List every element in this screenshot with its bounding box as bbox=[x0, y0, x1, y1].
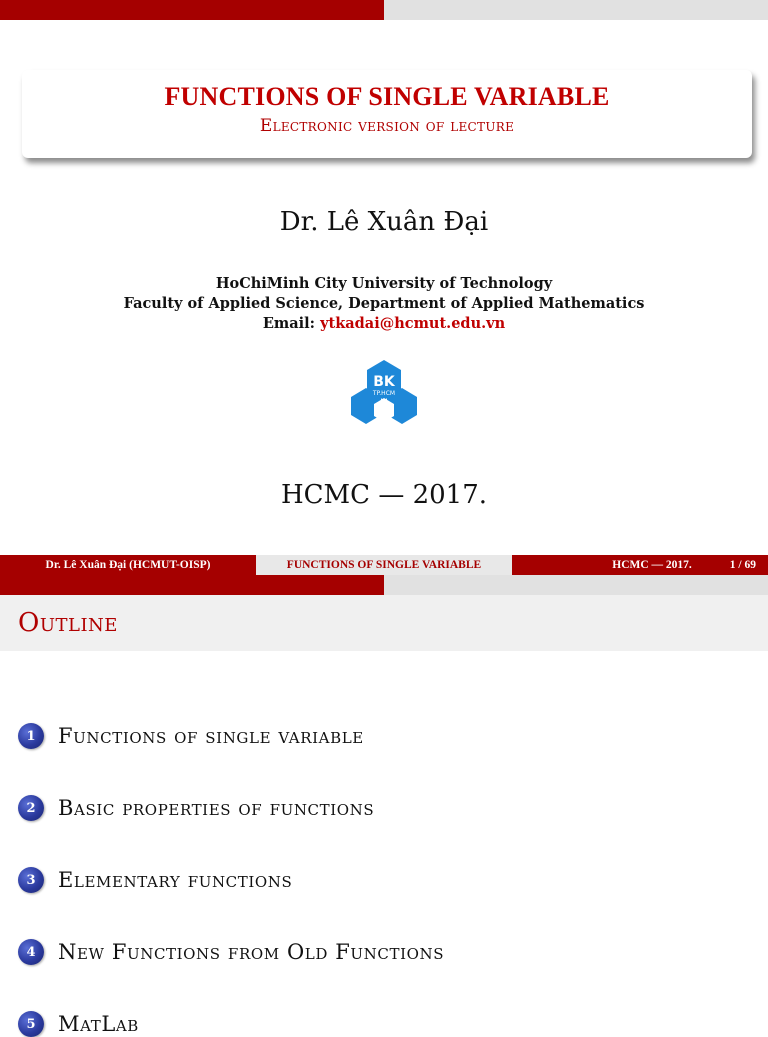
faculty-name: Faculty of Applied Science, Department of Applied Mathematics bbox=[123, 295, 645, 312]
header-bar-2 bbox=[0, 575, 768, 595]
toc-item[interactable] bbox=[18, 795, 374, 821]
email-label: Email: bbox=[262, 315, 316, 332]
footer-right bbox=[512, 555, 768, 575]
header-bar-grey-2 bbox=[384, 575, 768, 595]
toc-number-ball: 2 bbox=[18, 795, 44, 821]
footer-bar bbox=[0, 555, 768, 575]
frame-title-bar bbox=[0, 595, 768, 651]
presentation-date: HCMC — 2017. bbox=[280, 480, 488, 510]
presentation-subtitle: Electronic version of lecture bbox=[259, 116, 515, 136]
title-box bbox=[22, 70, 752, 158]
toc-item-label: Elementary functions bbox=[58, 868, 293, 892]
toc-item-label: Functions of single variable bbox=[58, 724, 364, 748]
outline-slide bbox=[0, 575, 768, 1036]
author-name: Dr. Lê Xuân Đại bbox=[279, 207, 489, 237]
toc-item[interactable] bbox=[18, 1011, 139, 1037]
toc-number-ball: 5 bbox=[18, 1011, 44, 1037]
university-logo bbox=[349, 358, 419, 428]
header-bar bbox=[0, 0, 768, 20]
toc-item[interactable] bbox=[18, 723, 364, 749]
toc-number-ball: 1 bbox=[18, 723, 44, 749]
email-link[interactable]: ytkadai@hcmut.edu.vn bbox=[320, 315, 506, 332]
toc-number-ball: 4 bbox=[18, 939, 44, 965]
header-bar-red-2 bbox=[0, 575, 384, 595]
presentation-title: FUNCTIONS OF SINGLE VARIABLE bbox=[164, 82, 610, 111]
logo-subtext: TP.HCM bbox=[372, 390, 396, 397]
frame-title: Outline bbox=[18, 608, 118, 638]
institution-name: HoChiMinh City University of Technology bbox=[215, 275, 553, 292]
header-bar-red bbox=[0, 0, 384, 20]
toc-item-label: New Functions from Old Functions bbox=[58, 940, 445, 964]
toc-number-ball: 3 bbox=[18, 867, 44, 893]
footer-page-number: 1 / 69 bbox=[729, 559, 756, 571]
logo-text: BK bbox=[373, 374, 395, 390]
toc-item[interactable] bbox=[18, 867, 292, 893]
footer-date: HCMC — 2017. bbox=[612, 559, 692, 571]
email-line bbox=[0, 314, 768, 334]
toc-item-label: Basic properties of functions bbox=[58, 796, 375, 820]
institution-block bbox=[0, 274, 768, 334]
header-bar-grey bbox=[384, 0, 768, 20]
footer-author: Dr. Lê Xuân Đại (HCMUT-OISP) bbox=[0, 555, 256, 575]
toc-item-label: MatLab bbox=[58, 1012, 139, 1036]
toc-item[interactable] bbox=[18, 939, 444, 965]
footer-title: FUNCTIONS OF SINGLE VARIABLE bbox=[256, 555, 512, 575]
